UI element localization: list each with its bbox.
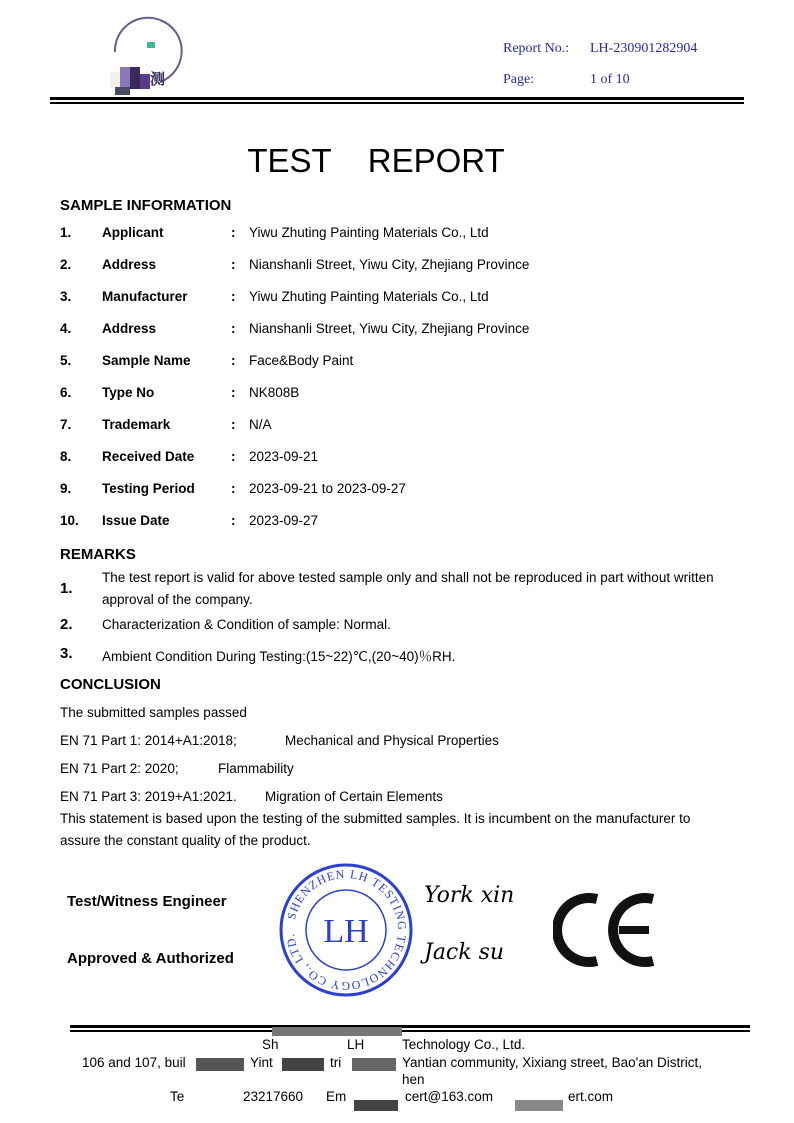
header-divider-2: [50, 102, 744, 104]
sample-info-label: Address: [102, 257, 157, 272]
remark-text: The test report is valid for above tested sample only and shall not be reproduced in part without written: [102, 570, 714, 585]
remark-text: approval of the company.: [102, 592, 253, 607]
remark-text: Ambient Condition During Testing:(15~22)℃,(20~40)％RH.: [102, 649, 456, 664]
remark-num: 1.: [60, 580, 73, 597]
footer-text: Yint: [250, 1055, 273, 1070]
sample-info-heading: SAMPLE INFORMATION: [60, 197, 232, 214]
statement: assure the constant quality of the product.: [60, 833, 311, 848]
page-label: Page:: [503, 72, 535, 87]
standard-desc: Flammability: [218, 761, 294, 776]
sample-info-num: 2.: [60, 257, 72, 272]
report-no-label: Report No.:: [503, 41, 570, 56]
footer-text: hen: [402, 1072, 425, 1087]
footer-text: Te: [170, 1089, 185, 1104]
redaction-block: [354, 1100, 398, 1111]
colon: :: [231, 417, 236, 432]
sample-info-value: 2023-09-21 to 2023-09-27: [249, 481, 406, 496]
footer-text: LH: [347, 1037, 365, 1052]
sample-info-num: 7.: [60, 417, 72, 432]
sample-info-value: NK808B: [249, 385, 300, 400]
sample-info-label: Applicant: [102, 225, 164, 240]
standard: EN 71 Part 2: 2020;: [60, 761, 179, 776]
engineer-label: Test/Witness Engineer: [67, 893, 227, 910]
sample-info-num: 1.: [60, 225, 72, 240]
company-logo: [105, 12, 185, 97]
approver-label: Approved & Authorized: [67, 950, 234, 967]
colon: :: [231, 385, 236, 400]
sample-info-value: 2023-09-27: [249, 513, 319, 528]
footer-text: tri: [330, 1055, 342, 1070]
sample-info-label: Address: [102, 321, 157, 336]
sample-info-label: Issue Date: [102, 513, 170, 528]
standard-desc: Mechanical and Physical Properties: [285, 733, 499, 748]
footer-divider: [70, 1025, 750, 1028]
sample-info-label: Received Date: [102, 449, 195, 464]
sample-info-value: 2023-09-21: [249, 449, 319, 464]
colon: :: [231, 225, 236, 240]
remarks-heading: REMARKS: [60, 546, 136, 563]
remark-num: 3.: [60, 645, 73, 662]
stamp-ring-text: SHENZHEN LH TESTING TECHNOLOGY CO., LTD.: [283, 866, 410, 994]
conclusion-intro: The submitted samples passed: [60, 705, 247, 720]
redaction-block: [515, 1100, 563, 1111]
statement: This statement is based upon the testing of the submitted samples. It is incumbent on the manufacturer to: [60, 811, 691, 826]
colon: :: [231, 481, 236, 496]
sample-info-label: Manufacturer: [102, 289, 188, 304]
sample-info-value: Yiwu Zhuting Painting Materials Co., Ltd: [249, 289, 489, 304]
sample-info-value: Face&Body Paint: [249, 353, 354, 368]
colon: :: [231, 513, 236, 528]
colon: :: [231, 257, 236, 272]
sample-info-label: Sample Name: [102, 353, 191, 368]
colon: :: [231, 321, 236, 336]
page-number: 1 of 10: [590, 72, 630, 87]
conclusion-heading: CONCLUSION: [60, 676, 161, 693]
redaction-block: [272, 1027, 402, 1036]
sample-info-label: Trademark: [102, 417, 171, 432]
footer-text: Yantian community, Xixiang street, Bao'an District,: [402, 1055, 702, 1070]
footer-text: 23217660: [243, 1089, 304, 1104]
page-title: TEST REPORT: [247, 142, 505, 179]
footer-text: 106 and 107, buil: [82, 1055, 186, 1070]
colon: :: [231, 449, 236, 464]
footer-text: Sh: [262, 1037, 279, 1052]
header-divider: [50, 97, 744, 100]
sample-info-num: 9.: [60, 481, 72, 496]
sample-info-label: Type No: [102, 385, 155, 400]
sample-info-num: 4.: [60, 321, 72, 336]
sample-info-num: 6.: [60, 385, 72, 400]
globe-logo-icon: [105, 12, 185, 97]
standard: EN 71 Part 3: 2019+A1:2021.: [60, 789, 237, 804]
colon: :: [231, 353, 236, 368]
sample-info-num: 8.: [60, 449, 72, 464]
redaction-block: [282, 1058, 324, 1071]
stamp-center-text: LH: [323, 913, 369, 950]
footer-text: Em: [326, 1089, 347, 1104]
colon: :: [231, 289, 236, 304]
standard: EN 71 Part 1: 2014+A1:2018;: [60, 733, 237, 748]
footer-text: ert.com: [568, 1089, 614, 1104]
sample-info-value: Yiwu Zhuting Painting Materials Co., Ltd: [249, 225, 489, 240]
remark-text: Characterization & Condition of sample: Normal.: [102, 617, 391, 632]
sample-info-value: N/A: [249, 417, 272, 432]
standard-desc: Migration of Certain Elements: [265, 789, 443, 804]
sample-info-label: Testing Period: [102, 481, 195, 496]
sample-info-value: Nianshanli Street, Yiwu City, Zhejiang Province: [249, 321, 530, 336]
redaction-block: [196, 1058, 244, 1071]
redaction-block: [352, 1058, 396, 1071]
footer-text: Technology Co., Ltd.: [402, 1037, 526, 1052]
footer-text: cert@163.com: [405, 1089, 493, 1104]
footer-divider-2: [70, 1030, 750, 1032]
company-stamp: [278, 862, 414, 998]
sample-info-num: 3.: [60, 289, 72, 304]
report-no: LH-230901282904: [590, 41, 698, 56]
logo-text: 测: [150, 71, 166, 88]
sample-info-value: Nianshanli Street, Yiwu City, Zhejiang Province: [249, 257, 530, 272]
sample-info-num: 5.: [60, 353, 72, 368]
sample-info-num: 10.: [60, 513, 79, 528]
engineer-signature: York xin: [424, 883, 515, 908]
remark-num: 2.: [60, 616, 73, 633]
approver-signature: Jack su: [424, 940, 505, 965]
ce-mark-icon: [553, 893, 663, 968]
